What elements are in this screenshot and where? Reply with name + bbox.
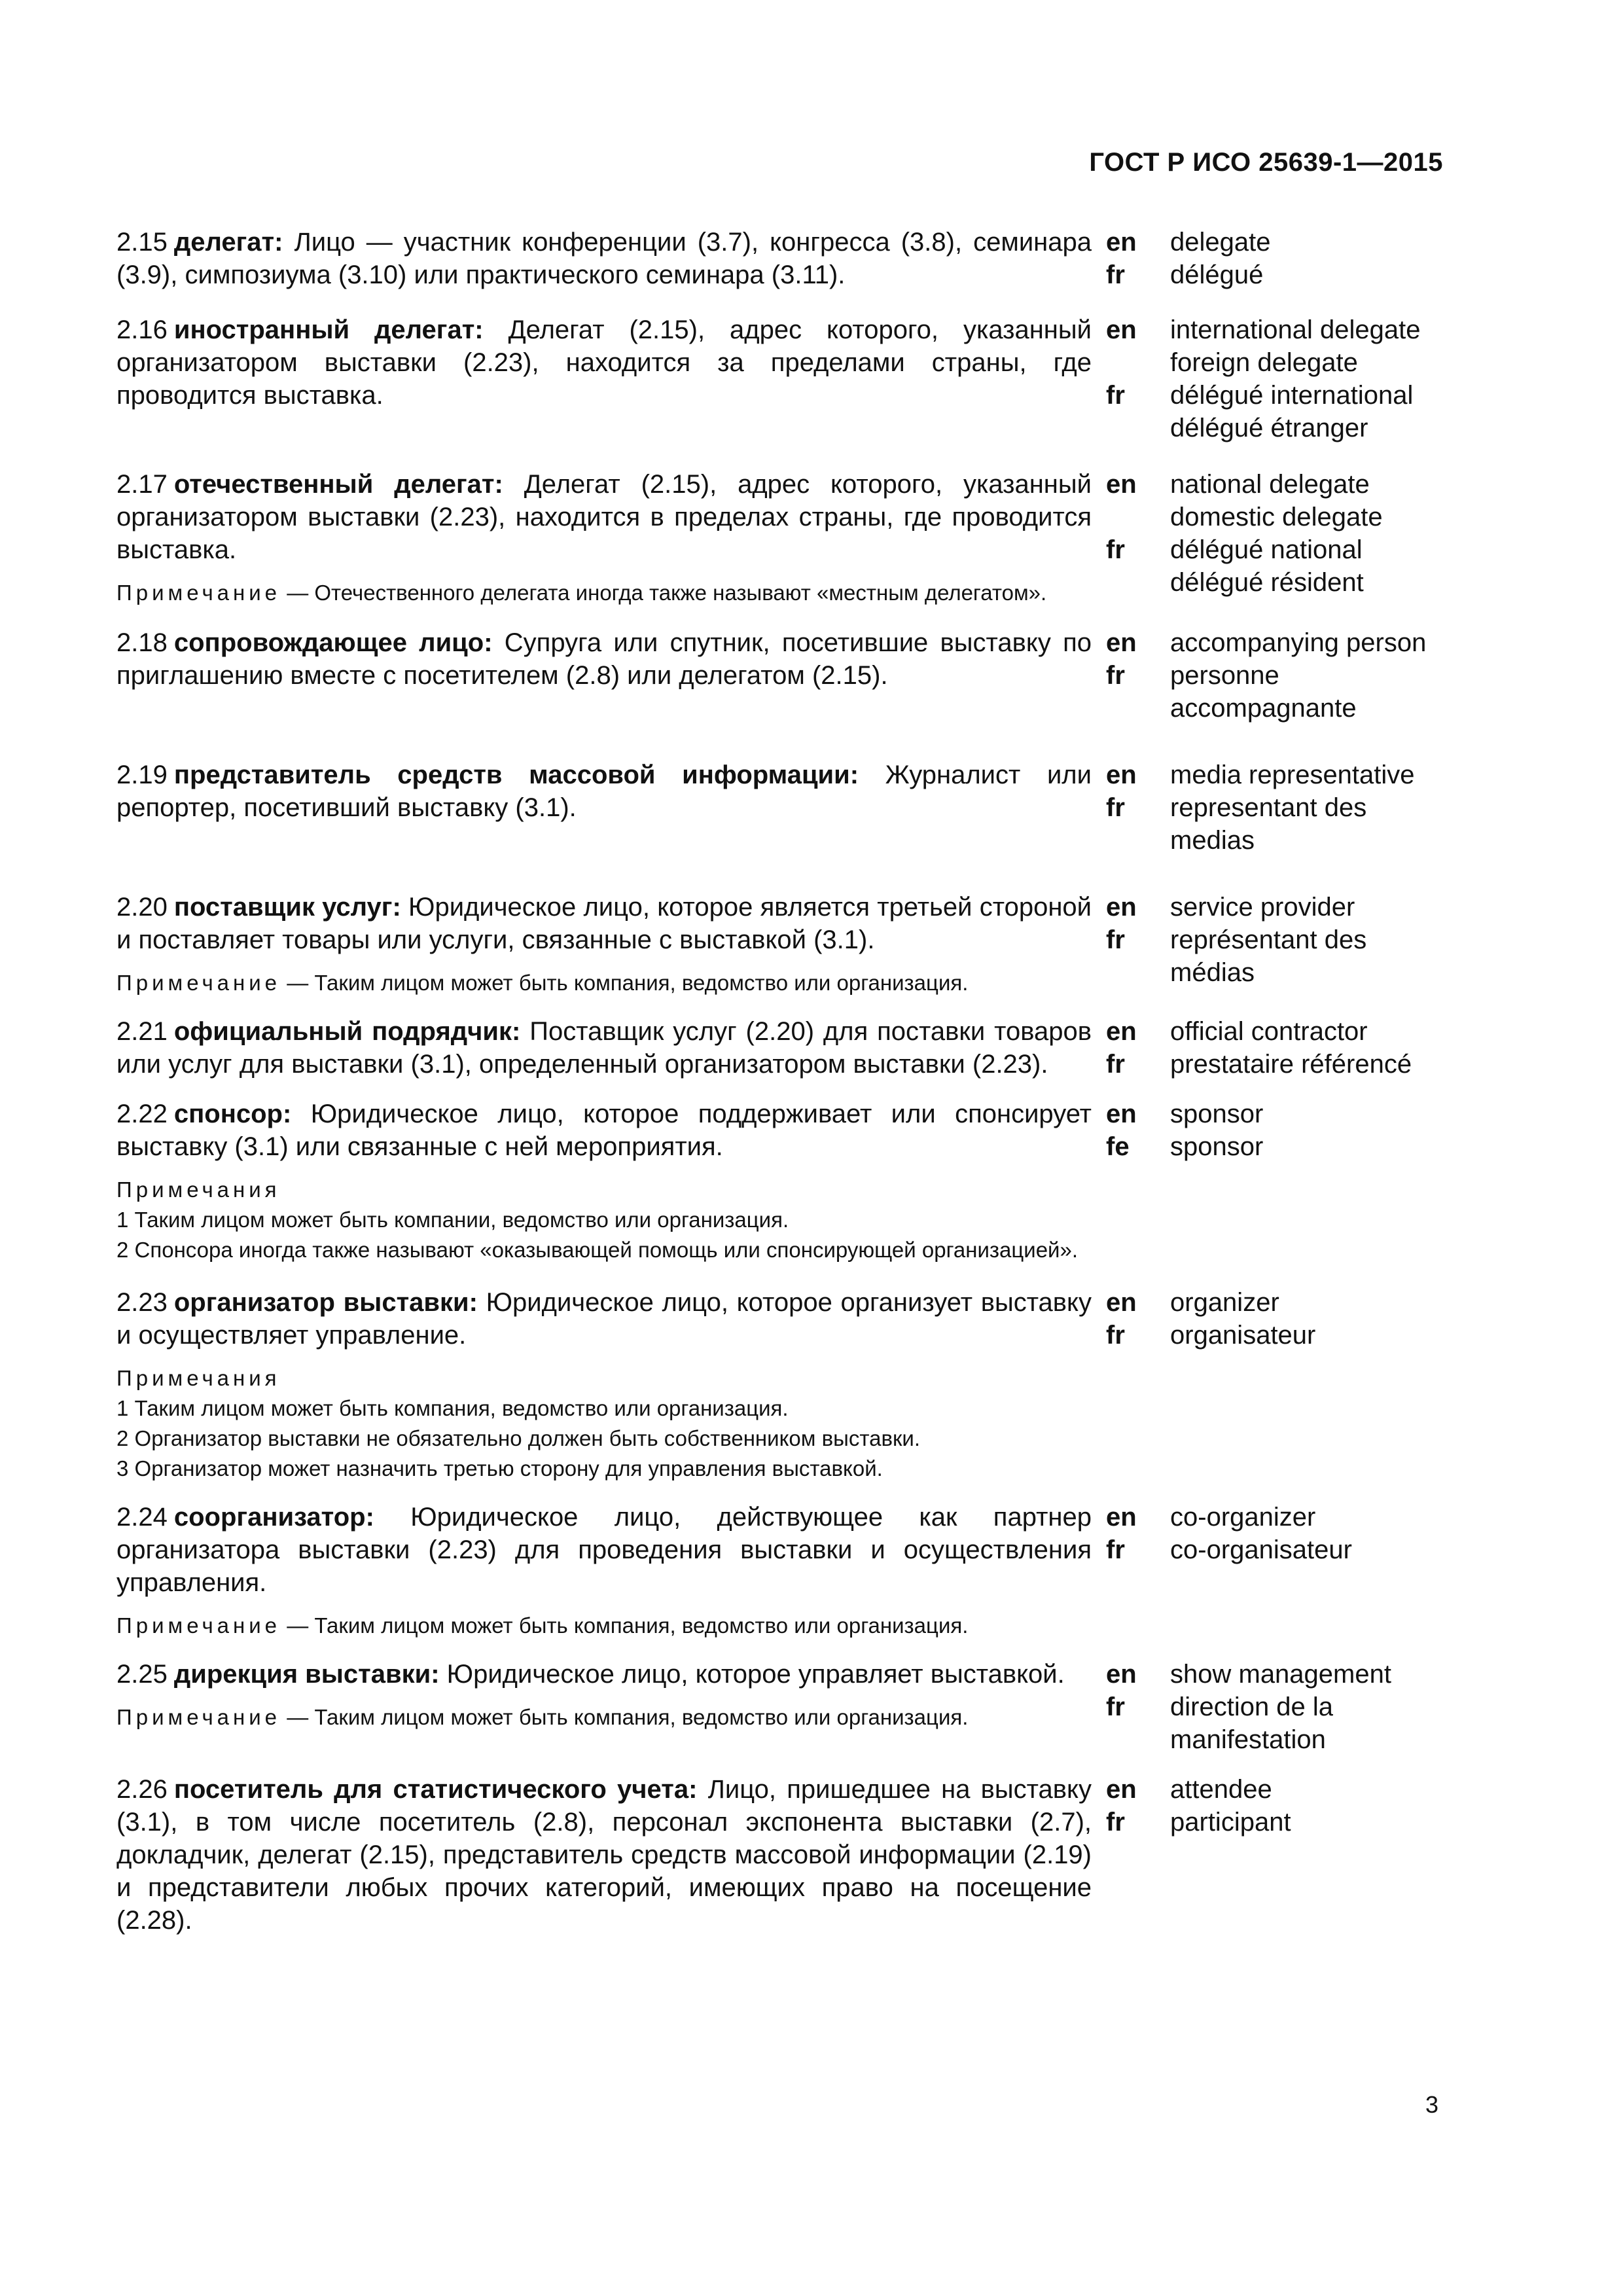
definition-paragraph xyxy=(116,759,1092,824)
language-code: en xyxy=(1106,1288,1137,1317)
equivalent-term: organizer xyxy=(1170,1288,1279,1317)
language-code: en xyxy=(1106,315,1137,344)
term-definition xyxy=(116,1286,1092,1484)
equivalent-term: service provider xyxy=(1170,893,1355,922)
note-item: 1 Таким лицом может быть компания, ведомство или организация. xyxy=(116,1396,789,1420)
equivalent-term: prestataire référencé xyxy=(1170,1050,1412,1079)
term-entry xyxy=(116,314,1438,444)
term-number: 2.22 xyxy=(116,1100,168,1128)
equivalent-term: international delegate xyxy=(1170,315,1421,344)
definition-paragraph xyxy=(116,1773,1092,1937)
term-name: спонсор: xyxy=(173,1100,292,1128)
equivalent-term: sponsor xyxy=(1170,1100,1264,1128)
term-definition xyxy=(116,1773,1092,1937)
term-entry xyxy=(116,1286,1438,1484)
note-line xyxy=(116,1702,1092,1732)
equivalent-term: domestic delegate xyxy=(1170,503,1383,531)
definition-text: Юридическое лицо, которое является третьей стороной и поставляет товары или услуги, связанные с выставкой (3.1). xyxy=(116,893,1092,954)
language-codes xyxy=(1106,226,1170,291)
term-number: 2.17 xyxy=(116,470,168,499)
term-definition xyxy=(116,468,1092,608)
definition-text: Юридическое лицо, которое управляет выставкой. xyxy=(446,1660,1065,1689)
term-name: поставщик услуг: xyxy=(173,893,401,922)
term-equivalents xyxy=(1170,891,1438,998)
term-definition xyxy=(116,1015,1092,1081)
term-definition xyxy=(116,1658,1092,1756)
note-text: — Отечественного делегата иногда также называют «местным делегатом». xyxy=(287,581,1047,605)
term-entry xyxy=(116,1501,1438,1641)
term-number: 2.15 xyxy=(116,228,168,257)
term-definition xyxy=(116,314,1092,444)
definition-paragraph xyxy=(116,1658,1092,1691)
language-code: en xyxy=(1106,761,1137,789)
note-item: 1 Таким лицом может быть компании, ведомство или организация. xyxy=(116,1208,789,1232)
term-number: 2.18 xyxy=(116,628,168,657)
term-number: 2.23 xyxy=(116,1288,168,1317)
definition-text: Супруга или спутник, посетившие выставку по приглашению вместе с посетителем (2.8) или делегатом (2.15). xyxy=(116,628,1092,690)
language-code: en xyxy=(1106,1100,1137,1128)
note-label: Примечание xyxy=(116,581,281,605)
note-block xyxy=(116,1702,1092,1732)
language-code: fr xyxy=(1106,925,1125,954)
definition-text: Поставщик услуг (2.20) для поставки товаров или услуг для выставки (3.1), определенный организатором выставки (2.23). xyxy=(116,1017,1092,1079)
equivalent-term: personne accompagnante xyxy=(1170,661,1357,723)
language-codes xyxy=(1106,1773,1170,1937)
definition-paragraph xyxy=(116,468,1092,566)
definition-paragraph xyxy=(116,314,1092,412)
terms-list xyxy=(116,226,1438,1937)
language-code: fr xyxy=(1106,1808,1125,1837)
term-name: сопровождающее лицо: xyxy=(173,628,493,657)
note-block xyxy=(116,578,1092,608)
definition-paragraph xyxy=(116,1501,1092,1599)
language-code: en xyxy=(1106,228,1137,257)
term-entry xyxy=(116,1015,1438,1081)
note-text: — Таким лицом может быть компания, ведомство или организация. xyxy=(287,971,969,995)
definition-paragraph xyxy=(116,1286,1092,1352)
equivalent-term: représentant des médias xyxy=(1170,925,1367,987)
term-entry xyxy=(116,759,1438,857)
term-name: отечественный делегат: xyxy=(173,470,503,499)
language-codes xyxy=(1106,1501,1170,1641)
term-name: дирекция выставки: xyxy=(173,1660,440,1689)
equivalent-term: accompanying person xyxy=(1170,628,1427,657)
note-label: Примечания xyxy=(116,1366,281,1390)
term-equivalents xyxy=(1170,226,1438,291)
definition-paragraph xyxy=(116,626,1092,692)
page-number: 3 xyxy=(1425,2091,1438,2118)
language-code: en xyxy=(1106,470,1137,499)
note-text: — Таким лицом может быть компания, ведомство или организация. xyxy=(287,1613,969,1638)
term-number: 2.16 xyxy=(116,315,168,344)
term-name: официальный подрядчик: xyxy=(173,1017,521,1046)
note-label: Примечание xyxy=(116,971,281,995)
term-number: 2.24 xyxy=(116,1503,168,1532)
term-number: 2.21 xyxy=(116,1017,168,1046)
note-item: 3 Организатор может назначить третью сторону для управления выставкой. xyxy=(116,1456,883,1480)
document-header: ГОСТ Р ИСО 25639-1—2015 xyxy=(1089,148,1443,177)
language-codes xyxy=(1106,468,1170,608)
note-heading xyxy=(116,1363,1092,1393)
note-line xyxy=(116,968,1092,998)
equivalent-term: show management xyxy=(1170,1660,1391,1689)
term-equivalents xyxy=(1170,1015,1438,1081)
language-code: fr xyxy=(1106,1535,1125,1564)
note-line xyxy=(116,1611,1092,1641)
language-code: fr xyxy=(1106,535,1125,564)
term-name: иностранный делегат: xyxy=(173,315,484,344)
definition-text: Делегат (2.15), адрес которого, указанный организатором выставки (2.23), находится за пределами страны, где проводится выставка. xyxy=(116,315,1092,410)
language-codes xyxy=(1106,891,1170,998)
term-equivalents xyxy=(1170,1501,1438,1641)
term-entry xyxy=(116,891,1438,998)
term-equivalents xyxy=(1170,1098,1438,1265)
language-code: fr xyxy=(1106,1693,1125,1721)
term-equivalents xyxy=(1170,1658,1438,1756)
definition-text: Лицо — участник конференции (3.7), конгресса (3.8), семинара (3.9), симпозиума (3.10) или практического семинара (3.11). xyxy=(116,228,1092,289)
equivalent-term: co-organizer xyxy=(1170,1503,1316,1532)
term-number: 2.26 xyxy=(116,1775,168,1804)
definition-paragraph xyxy=(116,1015,1092,1081)
equivalent-term: national delegate xyxy=(1170,470,1370,499)
note-item: 2 Организатор выставки не обязательно должен быть собственником выставки. xyxy=(116,1426,921,1450)
equivalent-term: foreign delegate xyxy=(1170,348,1358,377)
language-code: en xyxy=(1106,1503,1137,1532)
definition-text: Юридическое лицо, которое поддерживает или спонсирует выставку (3.1) или связанные с ней мероприятия. xyxy=(116,1100,1092,1161)
term-entry xyxy=(116,226,1438,291)
language-codes xyxy=(1106,314,1170,444)
term-definition xyxy=(116,226,1092,291)
term-equivalents xyxy=(1170,759,1438,857)
equivalent-term: attendee xyxy=(1170,1775,1272,1804)
term-entry xyxy=(116,468,1438,608)
language-code: en xyxy=(1106,1660,1137,1689)
language-code: en xyxy=(1106,1775,1137,1804)
equivalent-term: délégué étranger xyxy=(1170,414,1368,442)
term-entry xyxy=(116,1658,1438,1756)
term-equivalents xyxy=(1170,1286,1438,1484)
equivalent-term: representant des medias xyxy=(1170,793,1367,855)
term-entry xyxy=(116,1773,1438,1937)
term-definition xyxy=(116,1501,1092,1641)
note-block xyxy=(116,1175,1092,1265)
equivalent-term: sponsor xyxy=(1170,1132,1264,1161)
equivalent-term: organisateur xyxy=(1170,1321,1316,1350)
note-block xyxy=(116,1363,1092,1484)
note-block xyxy=(116,1611,1092,1641)
language-code: fr xyxy=(1106,1050,1125,1079)
term-definition xyxy=(116,759,1092,857)
definition-text: Лицо, пришедшее на выставку (3.1), в том числе посетитель (2.8), персонал экспонента выставки (2.7), докладчик, делегат (2.15), представитель средств массовой информации (2.19) и представители любых прочих категорий, имеющих право на посещение (2.28). xyxy=(116,1775,1092,1935)
term-entry xyxy=(116,1098,1438,1265)
term-definition xyxy=(116,1098,1092,1265)
language-code xyxy=(1106,501,1170,533)
note-label: Примечание xyxy=(116,1613,281,1638)
language-codes xyxy=(1106,1658,1170,1756)
term-name: организатор выставки: xyxy=(173,1288,478,1317)
term-equivalents xyxy=(1170,1773,1438,1937)
definition-text: Журналист или репортер, посетивший выставку (3.1). xyxy=(116,761,1092,822)
language-code xyxy=(1106,346,1170,379)
term-number: 2.25 xyxy=(116,1660,168,1689)
language-code: fe xyxy=(1106,1132,1130,1161)
term-equivalents xyxy=(1170,314,1438,444)
note-label: Примечания xyxy=(116,1177,281,1202)
definition-paragraph xyxy=(116,226,1092,291)
language-code: en xyxy=(1106,628,1137,657)
term-definition xyxy=(116,891,1092,998)
term-name: представитель средств массовой информации: xyxy=(173,761,859,789)
equivalent-term: délégué national xyxy=(1170,535,1363,564)
term-number: 2.20 xyxy=(116,893,168,922)
equivalent-term: delegate xyxy=(1170,228,1271,257)
equivalent-term: délégué international xyxy=(1170,381,1414,410)
term-definition xyxy=(116,626,1092,725)
term-entry xyxy=(116,626,1438,725)
language-code: fr xyxy=(1106,260,1125,289)
equivalent-term: official contractor xyxy=(1170,1017,1368,1046)
note-item: 2 Спонсора иногда также называют «оказывающей помощь или спонсирующей организацией». xyxy=(116,1238,1079,1262)
term-number: 2.19 xyxy=(116,761,168,789)
language-codes xyxy=(1106,1098,1170,1265)
note-text: — Таким лицом может быть компания, ведомство или организация. xyxy=(287,1705,969,1729)
definition-text: Юридическое лицо, которое организует выставку и осуществляет управление. xyxy=(116,1288,1092,1350)
equivalent-term: délégué résident xyxy=(1170,568,1364,597)
language-code: en xyxy=(1106,893,1137,922)
equivalent-term: délégué xyxy=(1170,260,1264,289)
definition-paragraph xyxy=(116,1098,1092,1163)
language-code: en xyxy=(1106,1017,1137,1046)
language-code: fr xyxy=(1106,1321,1125,1350)
language-codes xyxy=(1106,759,1170,857)
language-code: fr xyxy=(1106,793,1125,822)
note-label: Примечание xyxy=(116,1705,281,1729)
note-line xyxy=(116,578,1092,608)
note-block xyxy=(116,968,1092,998)
language-codes xyxy=(1106,1015,1170,1081)
term-name: посетитель для статистического учета: xyxy=(173,1775,698,1804)
term-name: делегат: xyxy=(173,228,283,257)
language-code: fr xyxy=(1106,661,1125,690)
language-codes xyxy=(1106,1286,1170,1484)
equivalent-term: participant xyxy=(1170,1808,1291,1837)
definition-paragraph xyxy=(116,891,1092,956)
definition-text: Юридическое лицо, действующее как партнер организатора выставки (2.23) для проведения выставки и осуществления управления. xyxy=(116,1503,1092,1597)
equivalent-term: co-organisateur xyxy=(1170,1535,1352,1564)
term-name: соорганизатор: xyxy=(173,1503,374,1532)
definition-text: Делегат (2.15), адрес которого, указанный организатором выставки (2.23), находится в пределах страны, где проводится выставка. xyxy=(116,470,1092,564)
language-codes xyxy=(1106,626,1170,725)
equivalent-term: direction de la manifestation xyxy=(1170,1693,1334,1754)
term-equivalents xyxy=(1170,626,1438,725)
equivalent-term: media representative xyxy=(1170,761,1415,789)
term-equivalents xyxy=(1170,468,1438,608)
note-heading xyxy=(116,1175,1092,1205)
language-code: fr xyxy=(1106,381,1125,410)
